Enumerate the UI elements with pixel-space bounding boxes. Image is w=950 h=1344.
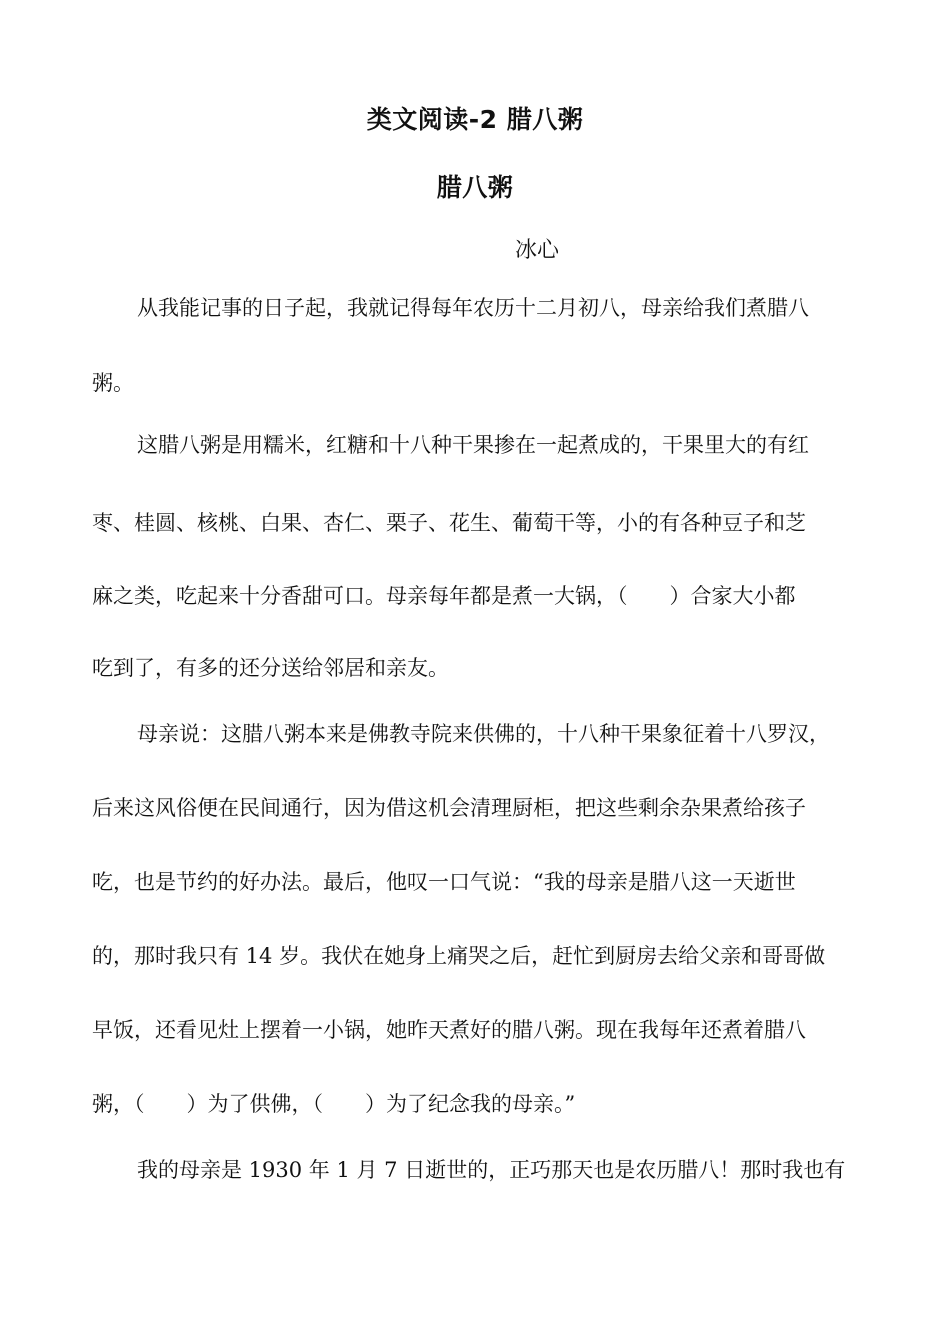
text-line: 母亲说：这腊八粥本来是佛教寺院来供佛的，十八种干果象征着十八罗汉， [137,722,830,746]
document-title: 类文阅读-2 腊八粥 [366,105,584,134]
text-line: 早饭，还看见灶上摆着一小锅，她昨天煮好的腊八粥。现在我每年还煮着腊八 [92,1018,806,1042]
essay-author: 冰心 [515,238,560,263]
text-line: 吃，也是节约的好办法。最后，他叹一口气说：“我的母亲是腊八这一天逝世 [92,870,796,894]
text-line: 后来这风俗便在民间通行，因为借这机会清理厨柜，把这些剩余杂果煮给孩子 [92,796,806,820]
text-line: 吃到了，有多的还分送给邻居和亲友。 [92,656,449,680]
text-line: 的，那时我只有 14 岁。我伏在她身上痛哭之后，赶忙到厨房去给父亲和哥哥做 [92,944,826,968]
text-line: 麻之类，吃起来十分香甜可口。母亲每年都是煮一大锅，（ ）合家大小都 [92,584,796,608]
text-line: 从我能记事的日子起，我就记得每年农历十二月初八，母亲给我们煮腊八 [137,296,809,320]
essay-title: 腊八粥 [436,173,514,202]
text-line: 粥，（ ）为了供佛，（ ）为了纪念我的母亲。” [92,1092,576,1116]
text-line: 我的母亲是 1930 年 1 月 7 日逝世的，正巧那天也是农历腊八！那时我也有 [137,1158,846,1182]
text-line: 粥。 [92,371,134,395]
text-line: 这腊八粥是用糯米，红糖和十八种干果掺在一起煮成的，干果里大的有红 [137,433,809,457]
text-line: 枣、桂圆、核桃、白果、杏仁、栗子、花生、葡萄干等，小的有各种豆子和芝 [92,511,806,535]
